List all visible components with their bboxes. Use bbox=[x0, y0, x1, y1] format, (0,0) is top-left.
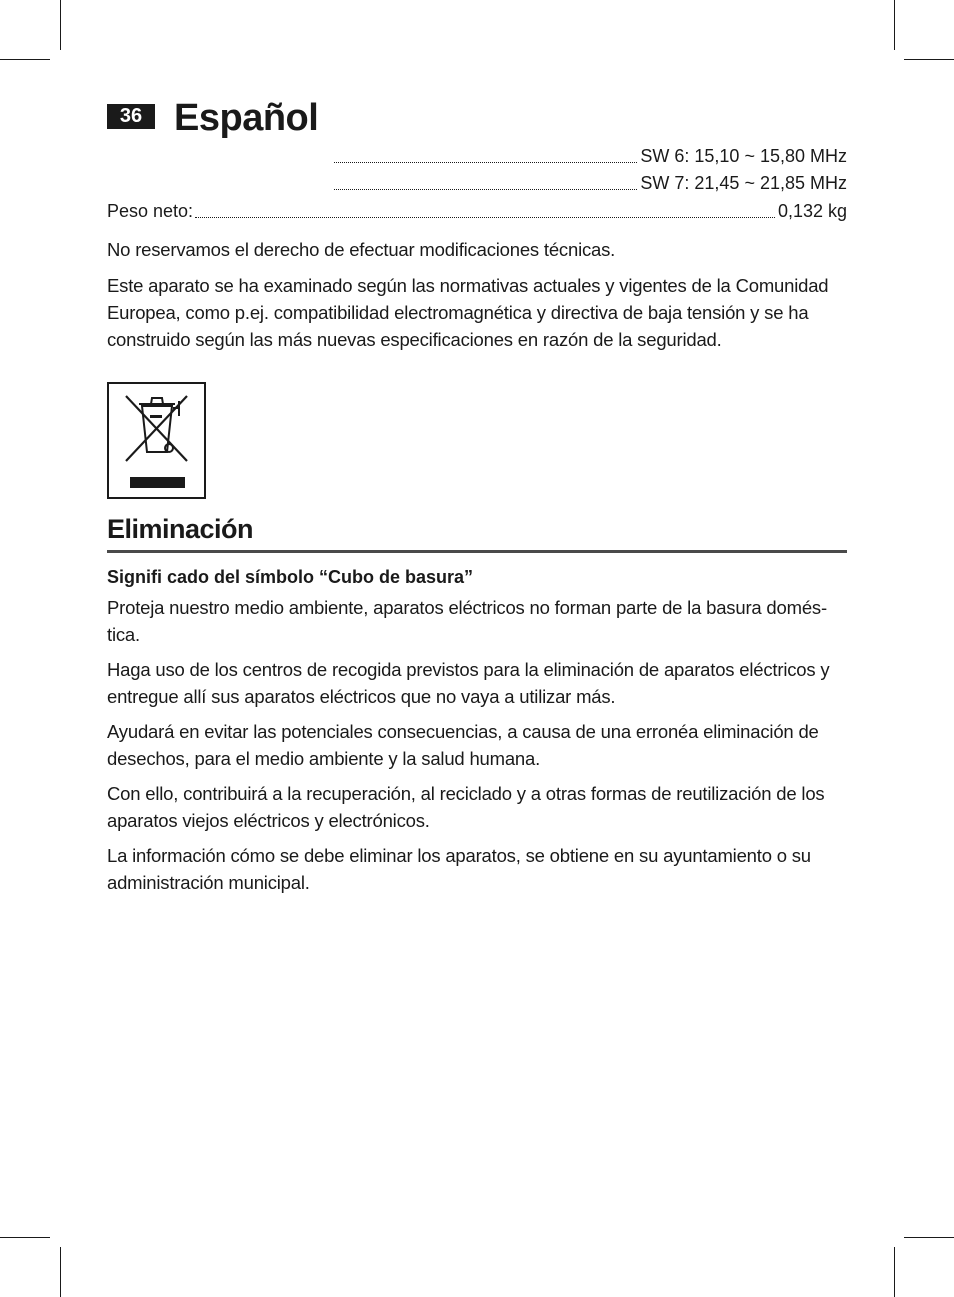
section-divider bbox=[107, 550, 847, 553]
spec-label: Peso neto: bbox=[107, 201, 194, 221]
section-heading: Eliminación bbox=[107, 514, 254, 544]
crop-mark bbox=[904, 1237, 954, 1238]
disposal-paragraph: La información cómo se debe eliminar los aparatos, se obtiene en su ayuntamiento o su administración municipal. bbox=[107, 845, 811, 893]
spec-value: SW 7: 21,45 ~ 21,85 MHz bbox=[640, 173, 847, 193]
crop-mark bbox=[0, 59, 50, 60]
crop-mark bbox=[894, 0, 895, 50]
weee-symbol-frame bbox=[107, 382, 206, 499]
spec-row bbox=[334, 172, 847, 194]
dot-leader bbox=[334, 188, 637, 190]
conformity-note: Este aparato se ha examinado según las normativas actuales y vigentes de la Comunidad Europea, como p.ej. compatibilidad electromagnética y directiva de baja tensión y se ha construido según las más nuevas especificaciones en razón de la seguridad. bbox=[107, 275, 829, 350]
disposal-paragraph: Proteja nuestro medio ambiente, aparatos eléctricos no forman parte de la basura domés-tica. bbox=[107, 597, 827, 645]
disposal-paragraph: Con ello, contribuirá a la recuperación, al reciclado y a otras formas de reutilización de los aparatos viejos eléctricos y electrónicos. bbox=[107, 783, 825, 831]
crop-mark bbox=[60, 1247, 61, 1297]
spec-row bbox=[107, 200, 847, 222]
spec-value: 0,132 kg bbox=[777, 201, 847, 221]
crop-mark bbox=[894, 1247, 895, 1297]
sub-heading: Signifi cado del símbolo “Cubo de basura” bbox=[107, 567, 474, 587]
dot-leader bbox=[334, 161, 637, 163]
spec-row bbox=[334, 145, 847, 167]
dot-leader bbox=[195, 216, 775, 218]
crossed-out-wheelie-bin-icon bbox=[109, 384, 204, 497]
page-number: 36 bbox=[107, 104, 155, 129]
crop-mark bbox=[0, 1237, 50, 1238]
page-title: Español bbox=[174, 97, 319, 139]
crop-mark bbox=[904, 59, 954, 60]
spec-value: SW 6: 15,10 ~ 15,80 MHz bbox=[640, 146, 847, 166]
disposal-paragraph: Ayudará en evitar las potenciales consecuencias, a causa de una erronéa eliminación de desechos, para el medio ambiente y la salud humana. bbox=[107, 721, 819, 769]
crop-mark bbox=[60, 0, 61, 50]
disposal-paragraph: Haga uso de los centros de recogida previstos para la eliminación de aparatos eléctricos y entregue allí sus aparatos eléctricos que no vaya a utilizar más. bbox=[107, 659, 830, 707]
technical-changes-note: No reservamos el derecho de efectuar modificaciones técnicas. bbox=[107, 239, 616, 260]
